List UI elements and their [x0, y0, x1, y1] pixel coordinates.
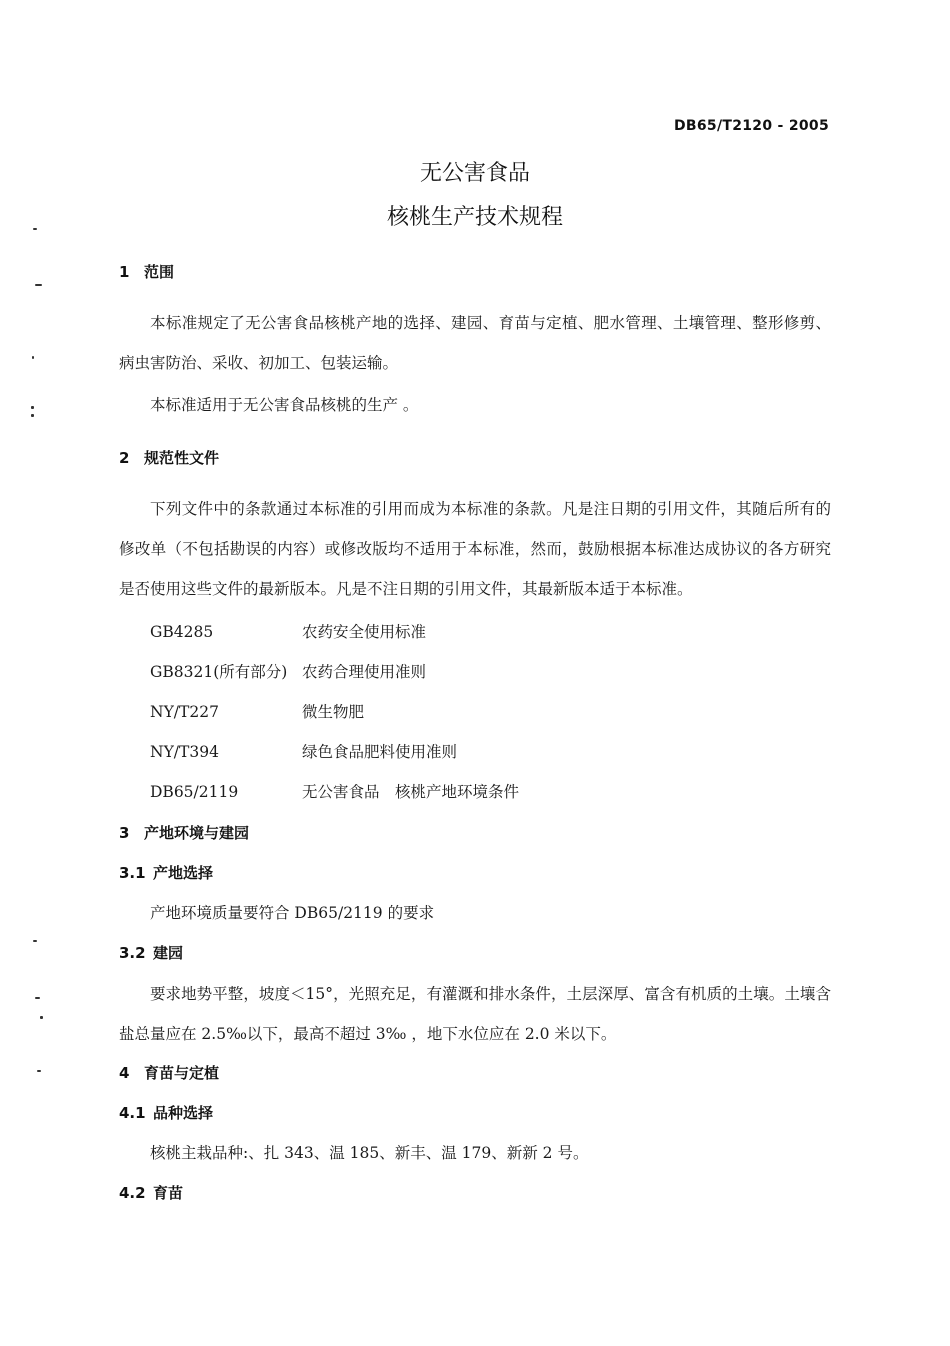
- section-title: 规范性文件: [144, 449, 220, 467]
- scan-speck: [33, 940, 37, 942]
- document-title-line1: 无公害食品: [419, 161, 530, 186]
- paragraph-text: 本标准适用于无公害食品核桃的生产 。: [150, 396, 419, 414]
- section-3-1-text: 产地环境质量要符合 DB65/2119 的要求: [150, 904, 435, 922]
- reference-title: 绿色食品肥料使用准则: [302, 743, 458, 761]
- reference-code: GB4285: [150, 623, 214, 641]
- section-number: 3: [119, 824, 130, 842]
- reference-row: [150, 620, 710, 642]
- section-title: 产地选择: [153, 864, 214, 882]
- reference-title: 农药安全使用标准: [302, 623, 427, 641]
- section-heading-1: [119, 261, 174, 282]
- reference-code: GB8321(所有部分): [150, 663, 288, 681]
- reference-row: [150, 740, 710, 762]
- scan-speck: [31, 406, 34, 409]
- scan-speck: [32, 356, 34, 359]
- reference-row: [150, 700, 710, 722]
- scan-speck: [37, 1070, 41, 1072]
- section-title: 品种选择: [153, 1104, 214, 1122]
- section-heading-3-2: [119, 942, 183, 963]
- section-title: 育苗: [153, 1184, 184, 1202]
- section-number: 2: [119, 449, 130, 467]
- section-heading-4: [119, 1062, 219, 1083]
- document-code: DB65/T2120 - 2005: [673, 118, 829, 134]
- reference-code: NY/T394: [150, 743, 219, 761]
- section-number: 3.1: [119, 864, 146, 882]
- section-2-paragraph-1: [119, 489, 831, 609]
- section-number: 1: [119, 263, 130, 281]
- section-heading-2: [119, 447, 219, 468]
- reference-title: 无公害食品 核桃产地环境条件: [302, 783, 520, 801]
- paragraph-text: 下列文件中的条款通过本标准的引用而成为本标准的条款。凡是注日期的引用文件，其随后所有的修改单（不包括勘误的内容）或修改版均不适用于本标准，然而，鼓励根据本标准达成协议的各方研究是否使用这些文件的最新版本。凡是不注日期的引用文件，其最新版本适于本标准。: [119, 500, 831, 598]
- section-number: 3.2: [119, 944, 146, 962]
- section-number: 4.2: [119, 1184, 146, 1202]
- section-3-2-paragraph: [119, 974, 831, 1054]
- paragraph-text: 要求地势平整，坡度＜15°，光照充足，有灌溉和排水条件，土层深厚、富含有机质的土壤。土壤含盐总量应在 2.5‰以下，最高不超过 3‰ ，地下水位应在 2.0 米以下。: [119, 985, 831, 1043]
- reference-title: 农药合理使用准则: [302, 663, 427, 681]
- section-title: 建园: [153, 944, 184, 962]
- paragraph-text: 本标准规定了无公害食品核桃产地的选择、建园、育苗与定植、肥水管理、土壤管理、整形修剪、病虫害防治、采收、初加工、包装运输。: [119, 314, 831, 372]
- section-heading-4-2: [119, 1182, 183, 1203]
- section-1-paragraph-2: [119, 385, 831, 425]
- reference-code: NY/T227: [150, 703, 219, 721]
- section-4-1-text: 核桃主栽品种:、扎 343、温 185、新丰、温 179、新新 2 号。: [150, 1144, 589, 1162]
- scan-speck: [35, 997, 40, 999]
- scan-speck: [35, 284, 42, 286]
- section-title: 范围: [144, 263, 175, 281]
- section-title: 产地环境与建园: [144, 824, 250, 842]
- section-number: 4: [119, 1064, 130, 1082]
- scan-speck: [40, 1016, 43, 1019]
- section-title: 育苗与定植: [144, 1064, 220, 1082]
- document-title-line2: 核桃生产技术规程: [386, 205, 563, 230]
- reference-row: [150, 660, 710, 682]
- scan-speck: [31, 414, 34, 417]
- reference-title: 微生物肥: [302, 703, 365, 721]
- section-heading-3: [119, 822, 249, 843]
- reference-code: DB65/2119: [150, 783, 239, 801]
- reference-row: [150, 780, 710, 802]
- section-1-paragraph-1: [119, 303, 831, 383]
- section-number: 4.1: [119, 1104, 146, 1122]
- section-heading-4-1: [119, 1102, 213, 1123]
- section-heading-3-1: [119, 862, 213, 883]
